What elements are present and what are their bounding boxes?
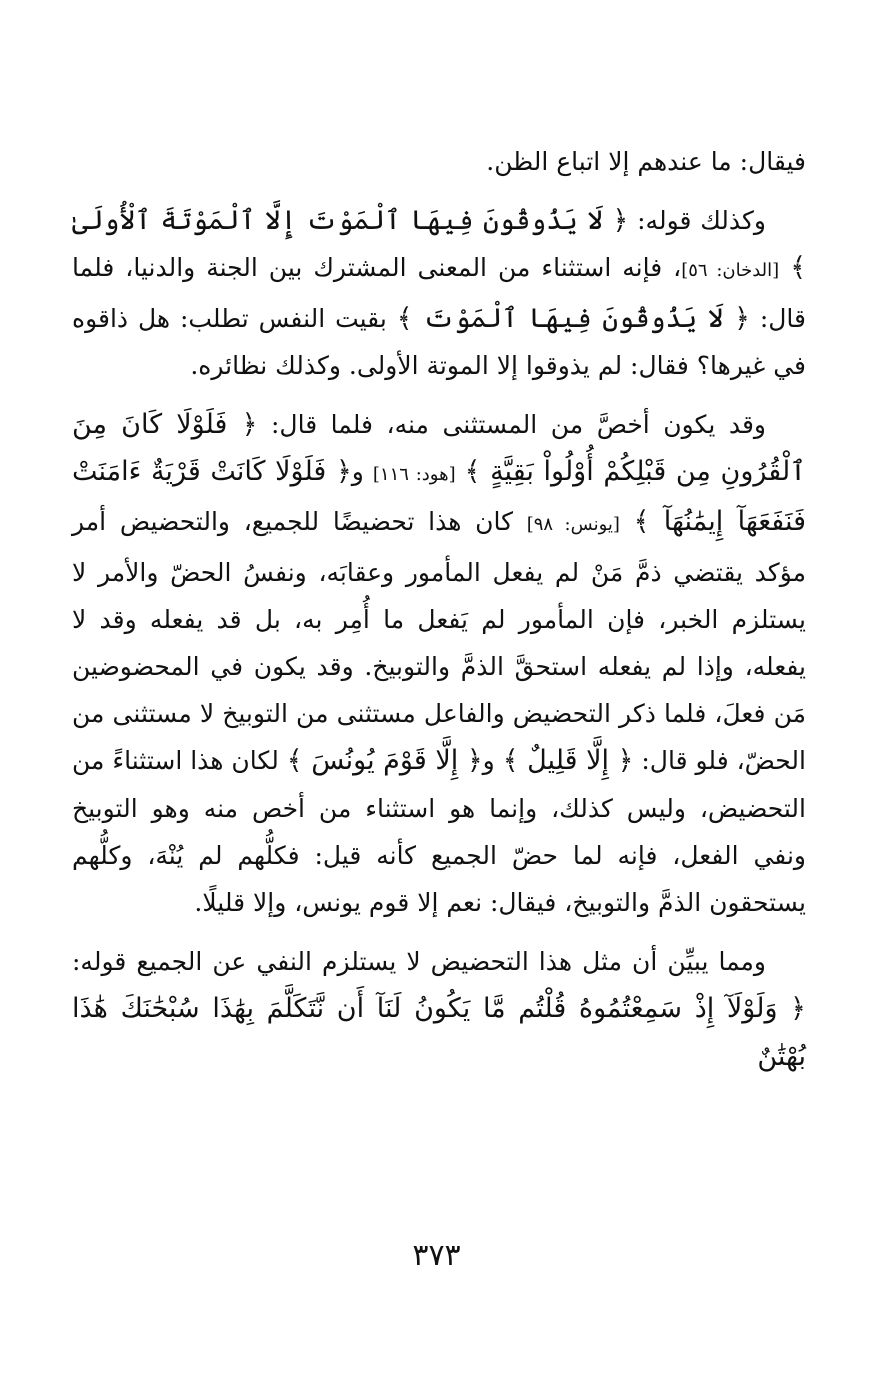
quran-verse: ﴿ إِلَّا قَلِيلٌ ﴾ (502, 745, 634, 777)
paragraph-4 (72, 938, 806, 1080)
quran-verse: ﴿ فَلَوْلَا كَانَ مِنَ ٱلْقُرُونِ مِن قَبْلِكُمْ أُوْلُواْ بَقِيَّةٍ ﴾ (72, 409, 806, 488)
body-text (72, 138, 806, 1080)
verse-reference: [هود: ١١٦] (372, 464, 456, 486)
paragraph-1 (72, 138, 806, 185)
quran-verse: ﴿ وَلَوْلَآ إِذْ سَمِعْتُمُوهُ قُلْتُم مَّا يَكُونُ لَنَآ أَن نَّتَكَلَّمَ بِهَٰذَا سُبْحَٰنَكَ هَٰذَا بُهْتَٰنٌ (72, 993, 806, 1072)
page-number: ٣٧٣ (412, 1238, 461, 1273)
text-segment: وكذلك قوله: (628, 206, 766, 236)
text-segment: بقيت النفس تطلب: هل ذاقوه في غيرها؟ فقال: لم يذوقوا إلا الموتة الأولى. وكذلك نظائره. (72, 303, 806, 380)
paragraph-3 (72, 401, 806, 926)
text-segment (779, 253, 790, 282)
text-segment: ومما يبيِّن أن مثل هذا التحضيض لا يستلزم النفي عن الجميع قوله: (72, 947, 766, 977)
verse-reference: [الدخان: ٥٦] (681, 260, 780, 282)
text-segment (456, 457, 465, 486)
text-segment: كان هذا تحضيضًا للجميع، والتحضيض أمر مؤكد يقتضي ذمَّ مَنْ لم يفعل المأمور وعقابَه، ونفسُ الحضّ والأمر لا يستلزم الخبر، فإن المأمور لم يَفعل ما أُمِر به، بل قد يفعله وقد لا يفعله، وإذا لم يفعله استحقَّ الذمَّ والتوبيخ. وقد يكون في المحضوضين مَن فعلَ، فلما ذكر التحضيض والفاعل مستثنى من التوبيخ لا مستثنى من الحضّ، فلو قال: (72, 507, 806, 776)
paragraph-2 (72, 197, 806, 389)
text-segment (620, 507, 634, 536)
text-segment: ، فإنه استثناء من المعنى المشترك بين الجنة والدنيا، فلما قال: (72, 253, 806, 333)
text-segment: لكان هذا استثناءً من التحضيض، وليس كذلك، وإنما هو استثناء من أخص منه وهو التوبيخ ونفي الفعل، فإنه لما حضّ الجميع كأنه قيل: فكلُّهم لم يُنْهَ، وكلُّهم يستحقون الذمَّ والتوبيخ، فيقال: نعم إلا قوم يونس، وإلا قليلًا. (72, 746, 806, 918)
quran-verse: ﴿ لَا يَذُوقُونَ فِيهَا ٱلْمَوْتَ ﴾ (396, 302, 750, 334)
quran-verse: ﴿ فَلَوْلَا كَانَتْ قَرْيَةٌ ءَامَنَتْ فَنَفَعَهَآ إِيمَٰنُهَآ ﴾ (72, 456, 807, 538)
verse-reference: [يونس: ٩٨] (526, 514, 620, 536)
text-segment: وقد يكون أخصَّ من المستثنى منه، فلما قال: (257, 410, 767, 440)
quran-verse: ﴿ لَا يَذُوقُونَ فِيهَا ٱلْمَوْتَ إِلَّا ٱلْمَوْتَةَ ٱلْأُولَىٰ ﴾ (72, 205, 807, 284)
text-segment: و (351, 457, 373, 487)
text-segment: و (482, 746, 503, 776)
quran-verse: ﴿ إِلَّا قَوْمَ يُونُسَ ﴾ (286, 745, 483, 777)
text-segment: فيقال: ما عندهم إلا اتباع الظن. (486, 147, 806, 176)
